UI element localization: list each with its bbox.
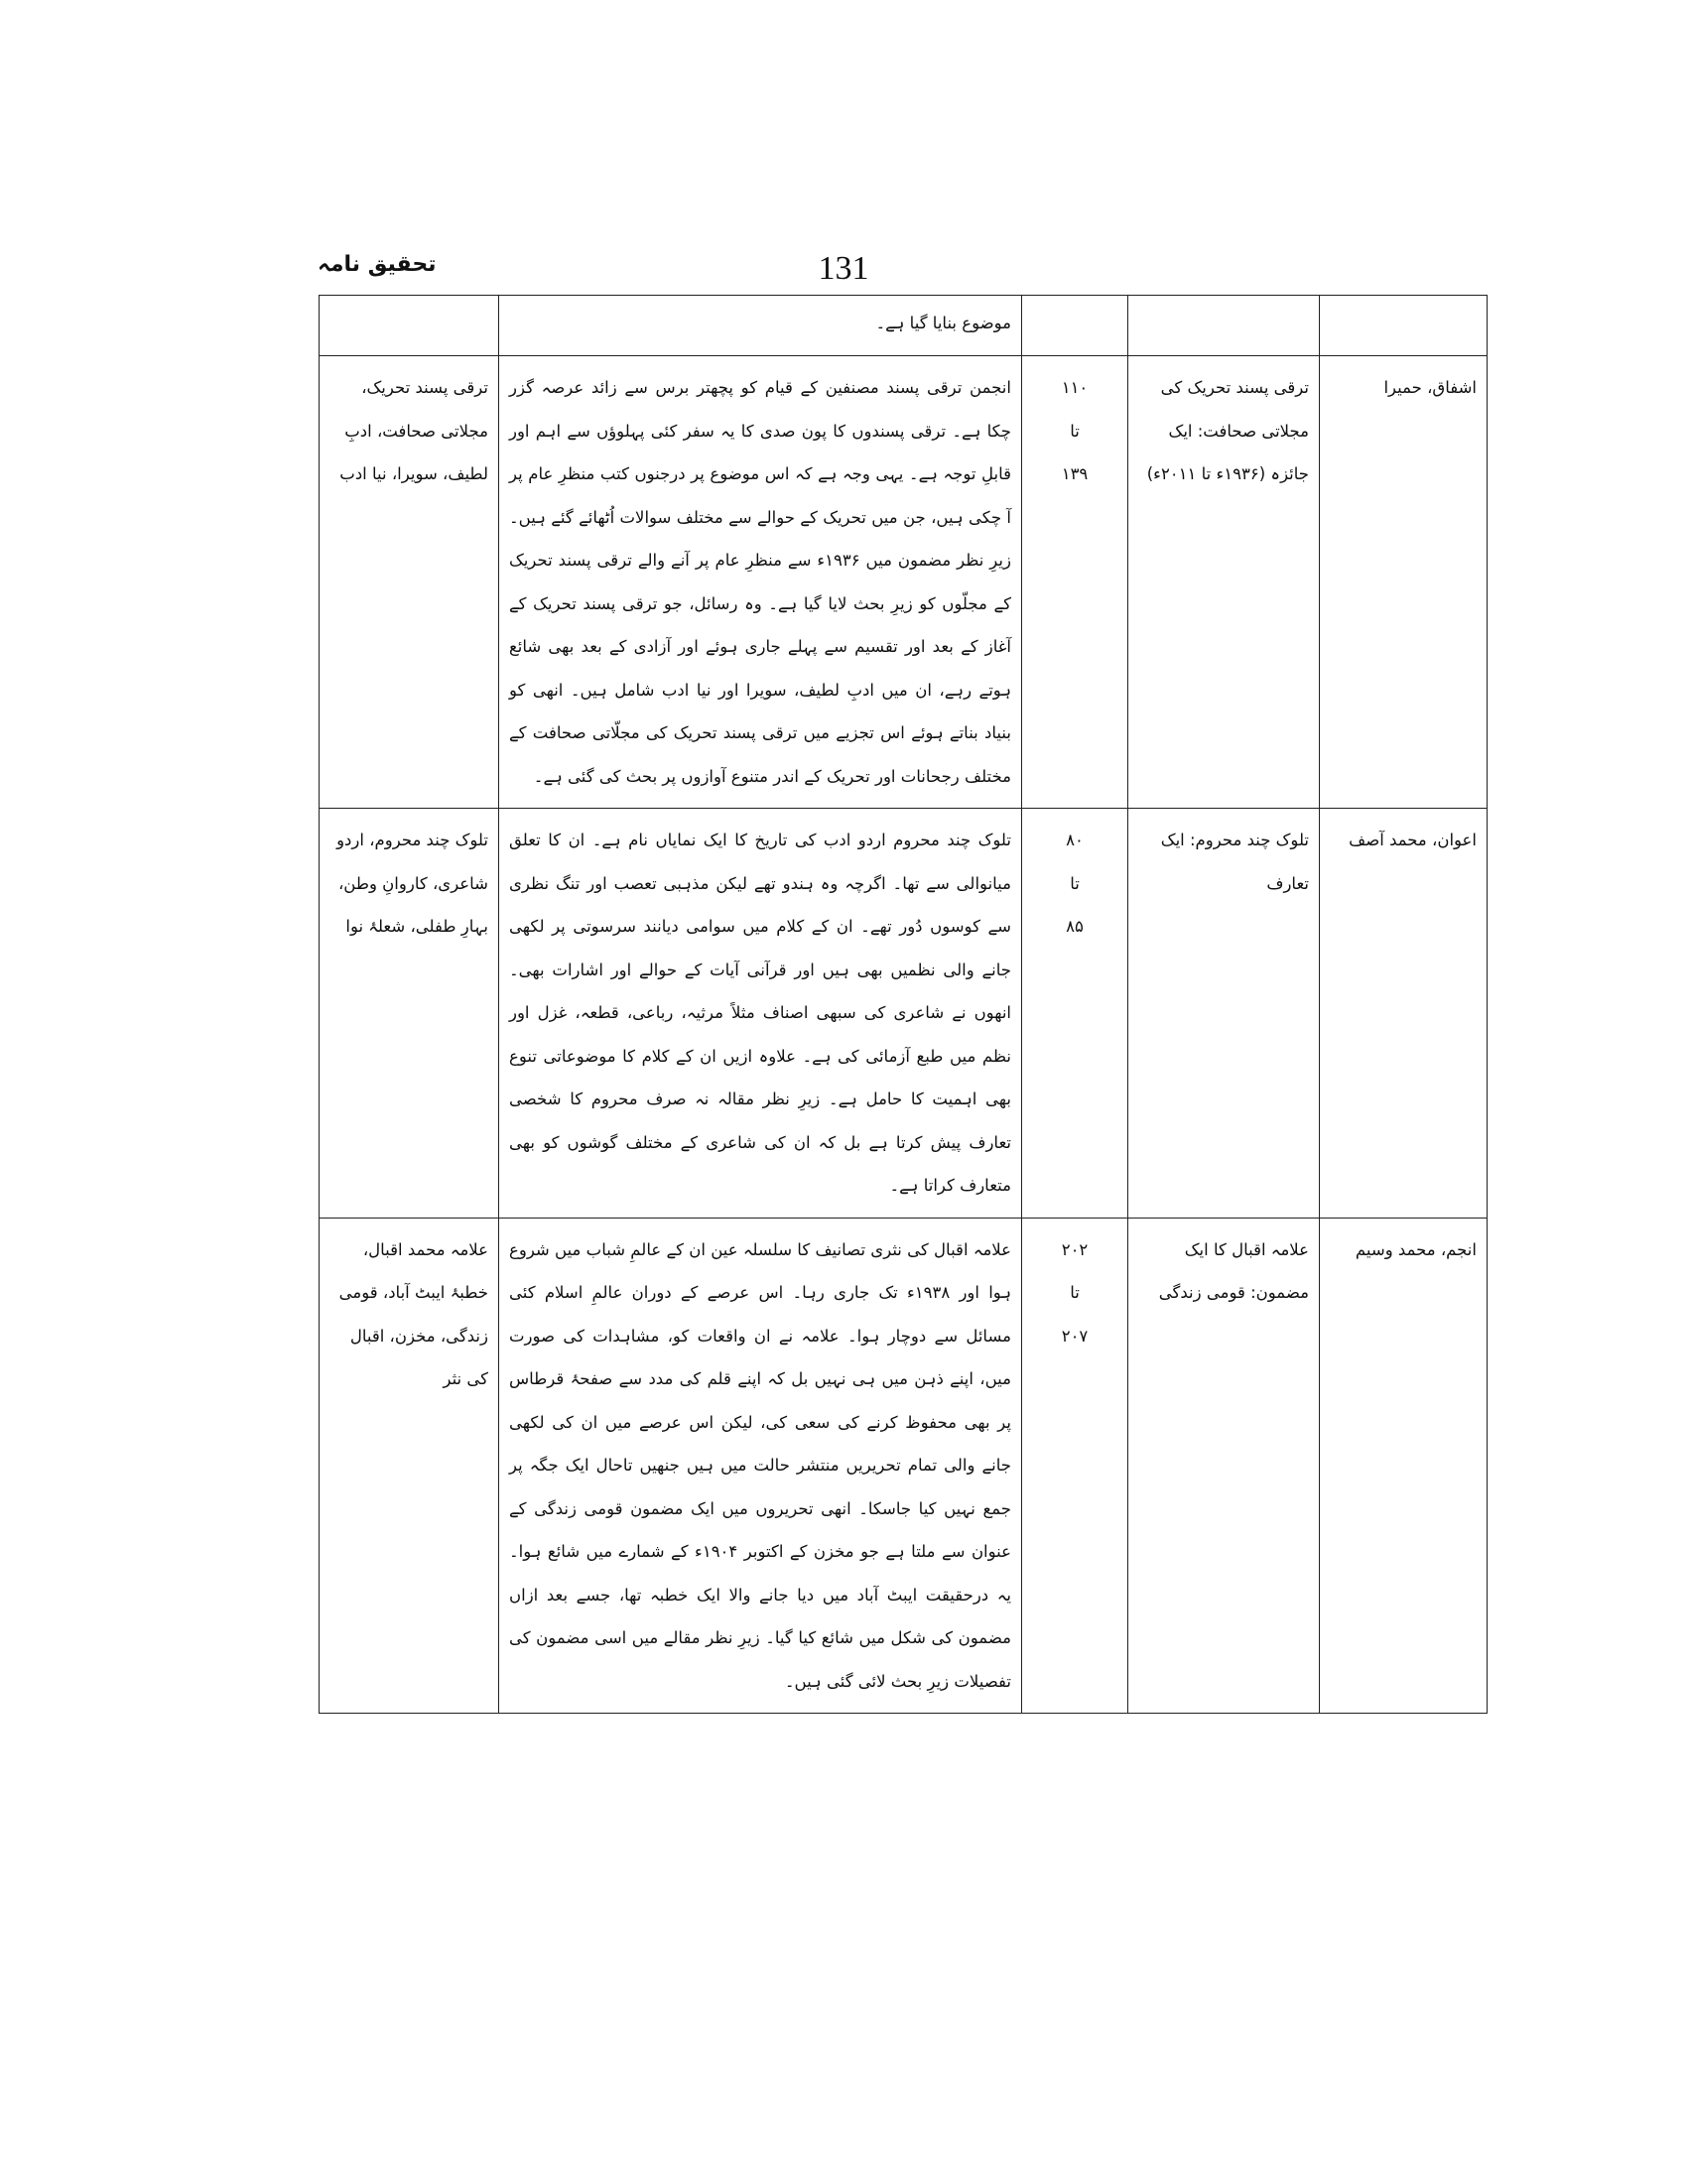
abstract-cell: موضوع بنایا گیا ہے۔ — [499, 296, 1022, 356]
title-cell: علامہ اقبال کا ایک مضمون: قومی زندگی — [1128, 1218, 1320, 1714]
title-cell: تلوک چند محروم: ایک تعارف — [1128, 809, 1320, 1219]
abstract-cell: تلوک چند محروم اردو ادب کی تاریخ کا ایک نمایاں نام ہے۔ ان کا تعلق میانوالی سے تھا۔ اگرچہ وہ ہندو تھے لیکن مذہبی تعصب اور تنگ نظری سے کوسوں دُور تھے۔ ان کے کلام میں سوامی دیانند سرسوتی پر لکھی جانے والی نظمیں بھی ہیں اور قرآنی آیات کے حوالے اور اشارات بھی۔ انھوں نے شاعری کی سبھی اصناف مثلاً مرثیہ، رباعی، قطعہ، غزل اور نظم میں طبع آزمائی کی ہے۔ علاوہ ازیں ان کے کلام کا موضوعاتی تنوع بھی اہمیت کا حامل ہے۔ زیرِ نظر مقالہ نہ صرف محروم کا شخصی تعارف پیش کرتا ہے بل کہ ان کی شاعری کے مختلف گوشوں کو بھی متعارف کراتا ہے۔ — [499, 809, 1022, 1219]
keywords-cell: علامہ محمد اقبال، خطبۂ ایبٹ آباد، قومی زندگی، مخزن، اقبال کی نثر — [320, 1218, 499, 1714]
author-cell: اعوان، محمد آصف — [1320, 809, 1488, 1219]
page-end: ۸۵ — [1066, 917, 1084, 936]
table-row — [320, 809, 1488, 1219]
table-row — [320, 1218, 1488, 1714]
author-cell: اشفاق، حمیرا — [1320, 356, 1488, 809]
table-row — [320, 356, 1488, 809]
page-end: ۲۰۷ — [1061, 1326, 1089, 1346]
pages-cell — [1022, 809, 1128, 1219]
pages-cell — [1022, 296, 1128, 356]
page-separator: تا — [1070, 1283, 1080, 1302]
page-separator: تا — [1070, 873, 1080, 893]
journal-title: تحقیق نامہ — [318, 252, 437, 277]
author-cell: انجم، محمد وسیم — [1320, 1218, 1488, 1714]
page-header — [0, 246, 1688, 296]
page-end: ۱۳۹ — [1061, 464, 1089, 483]
page-start: ۱۱۰ — [1061, 378, 1089, 397]
page-start: ۸۰ — [1066, 831, 1084, 849]
index-table — [319, 295, 1488, 1714]
pages-cell — [1022, 356, 1128, 809]
page-start: ۲۰۲ — [1061, 1239, 1089, 1259]
abstract-cell: علامہ اقبال کی نثری تصانیف کا سلسلہ عین ان کے عالمِ شباب میں شروع ہوا اور ۱۹۳۸ء تک جاری رہا۔ اس عرصے کے دوران عالمِ اسلام کئی مسائل سے دوچار ہوا۔ علامہ نے ان واقعات کو، مشاہدات کی صورت میں، اپنے ذہن میں ہی نہیں بل کہ اپنے قلم کی مدد سے صفحۂ قرطاس پر بھی محفوظ کرنے کی سعی کی، لیکن اس عرصے میں ان کی لکھی جانے والی تمام تحریریں منتشر حالت میں ہیں جنھیں تاحال ایک جگہ پر جمع نہیں کیا جاسکا۔ انھی تحریروں میں ایک مضمون قومی زندگی کے عنوان سے ملتا ہے جو مخزن کے اکتوبر ۱۹۰۴ء کے شمارے میں شائع ہوا۔ یہ درحقیقت ایبٹ آباد میں دیا جانے والا ایک خطبہ تھا، جسے بعد ازاں مضمون کی شکل میں شائع کیا گیا۔ زیرِ نظر مقالے میں اسی مضمون کی تفصیلات زیرِ بحث لائی گئی ہیں۔ — [499, 1218, 1022, 1714]
title-cell — [1128, 296, 1320, 356]
title-cell: ترقی پسند تحریک کی مجلاتی صحافت: ایک جائزہ (۱۹۳۶ء تا ۲۰۱۱ء) — [1128, 356, 1320, 809]
table-row — [320, 296, 1488, 356]
keywords-cell — [320, 296, 499, 356]
page-separator: تا — [1070, 421, 1080, 441]
author-cell — [1320, 296, 1488, 356]
page-number: 131 — [818, 250, 869, 287]
keywords-cell: ترقی پسند تحریک، مجلاتی صحافت، ادبِ لطیف، سویرا، نیا ادب — [320, 356, 499, 809]
abstract-cell: انجمن ترقی پسند مصنفین کے قیام کو پچھتر برس سے زائد عرصہ گزر چکا ہے۔ ترقی پسندوں کا پون صدی کا یہ سفر کئی پہلوؤں سے اہم اور قابلِ توجہ ہے۔ یہی وجہ ہے کہ اس موضوع پر درجنوں کتب منظرِ عام پر آ چکی ہیں، جن میں تحریک کے حوالے سے مختلف سوالات اُٹھائے گئے ہیں۔ زیرِ نظر مضمون میں ۱۹۳۶ء سے منظرِ عام پر آنے والے ترقی پسند تحریک کے مجلّوں کو زیرِ بحث لایا گیا ہے۔ وہ رسائل، جو ترقی پسند تحریک کے آغاز کے بعد اور تقسیم سے پہلے جاری ہوئے اور آزادی کے بعد بھی شائع ہوتے رہے، ان میں ادبِ لطیف، سویرا اور نیا ادب شامل ہیں۔ انھی کو بنیاد بناتے ہوئے اس تجزیے میں ترقی پسند تحریک کی مجلّاتی صحافت کے مختلف رجحانات اور تحریک کے اندر متنوع آوازوں پر بحث کی گئی ہے۔ — [499, 356, 1022, 809]
pages-cell — [1022, 1218, 1128, 1714]
keywords-cell: تلوک چند محروم، اردو شاعری، کاروانِ وطن، بہارِ طفلی، شعلۂ نوا — [320, 809, 499, 1219]
